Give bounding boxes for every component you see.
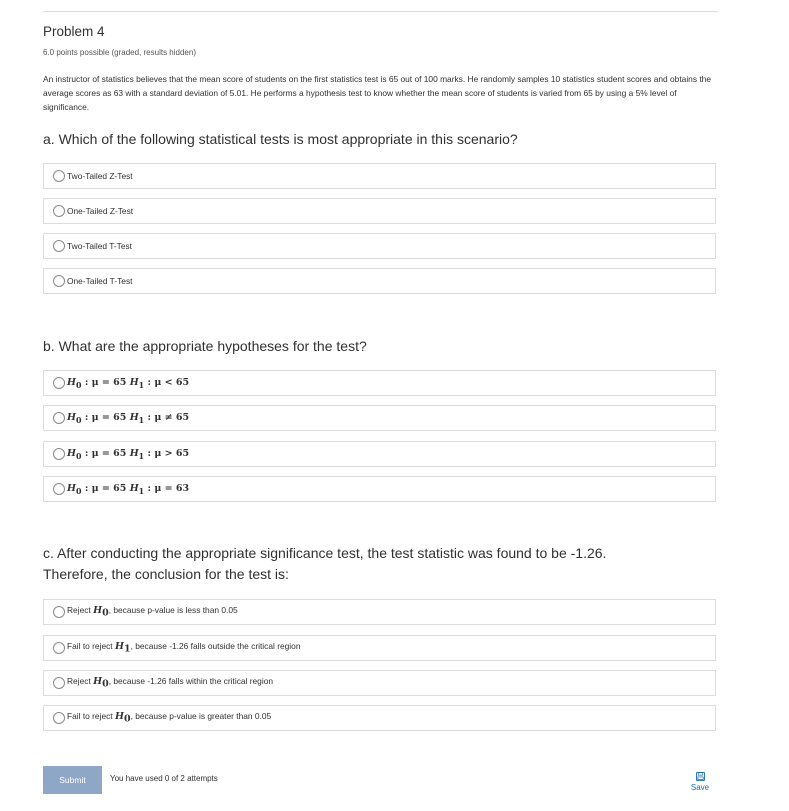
option-a-2[interactable] bbox=[43, 198, 716, 224]
option-a-3[interactable] bbox=[43, 233, 716, 259]
question-c bbox=[43, 543, 606, 585]
radio-button[interactable] bbox=[53, 642, 65, 654]
option-b-3[interactable] bbox=[43, 441, 716, 467]
radio-button[interactable] bbox=[53, 170, 65, 182]
radio-button[interactable] bbox=[53, 205, 65, 217]
option-c-3[interactable] bbox=[43, 670, 716, 696]
question-b: b. What are the appropriate hypotheses for the test? bbox=[43, 338, 367, 354]
save-label: Save bbox=[690, 783, 710, 792]
option-a-1[interactable] bbox=[43, 163, 716, 189]
radio-button[interactable] bbox=[53, 377, 65, 389]
problem-title: Problem 4 bbox=[43, 24, 105, 39]
hypothesis-label: $H_0$ : μ = 65 $H_1$ : μ ≠ 65 bbox=[67, 411, 190, 425]
radio-button[interactable] bbox=[53, 712, 65, 724]
attempts-info: You have used 0 of 2 attempts bbox=[110, 774, 218, 783]
option-label: Fail to reject $H_1$, because -1.26 falls outside the critical region bbox=[67, 641, 301, 655]
problem-prompt: An instructor of statistics believes that the mean score of students on the first statistics test is 65 out of 100 marks. He randomly samples 10 statistics student scores and obtains the average scores as 63 with a standard deviation of 5.01. He performs a hypothesis test to know whether the mean score of students is varied from 65 by using a 5% level of significance. bbox=[43, 74, 711, 112]
points-info: 6.0 points possible (graded, results hidden) bbox=[43, 48, 196, 57]
option-a-4[interactable] bbox=[43, 268, 716, 294]
question-c-line1: c. After conducting the appropriate significance test, the test statistic was found to be -1.26. bbox=[43, 545, 607, 561]
radio-button[interactable] bbox=[53, 677, 65, 689]
top-divider bbox=[43, 11, 718, 12]
option-c-2[interactable] bbox=[43, 635, 716, 661]
option-label: Two-Tailed T-Test bbox=[67, 241, 133, 251]
option-label: Reject $H_0$, because -1.26 falls within the critical region bbox=[67, 676, 274, 690]
option-c-4[interactable] bbox=[43, 705, 716, 731]
save-icon bbox=[696, 772, 705, 781]
radio-button[interactable] bbox=[53, 448, 65, 460]
option-label: One-Tailed Z-Test bbox=[67, 206, 134, 216]
option-label: Fail to reject $H_0$, because p-value is greater than 0.05 bbox=[67, 711, 272, 725]
option-b-2[interactable] bbox=[43, 405, 716, 431]
option-b-4[interactable] bbox=[43, 476, 716, 502]
option-label: Reject $H_0$, because p-value is less than 0.05 bbox=[67, 605, 238, 619]
hypothesis-label: $H_0$ : μ = 65 $H_1$ : μ > 65 bbox=[67, 447, 190, 461]
question-c-line2: Therefore, the conclusion for the test is: bbox=[43, 566, 289, 582]
hypothesis-label: $H_0$ : μ = 65 $H_1$ : μ < 65 bbox=[67, 376, 190, 390]
hypothesis-label: $H_0$ : μ = 65 $H_1$ : μ = 63 bbox=[67, 482, 190, 496]
save-button[interactable] bbox=[686, 772, 714, 792]
option-label: One-Tailed T-Test bbox=[67, 276, 133, 286]
radio-button[interactable] bbox=[53, 240, 65, 252]
radio-button[interactable] bbox=[53, 483, 65, 495]
option-c-1[interactable] bbox=[43, 599, 716, 625]
option-b-1[interactable] bbox=[43, 370, 716, 396]
submit-button[interactable]: Submit bbox=[43, 766, 102, 794]
radio-button[interactable] bbox=[53, 412, 65, 424]
question-a: a. Which of the following statistical tests is most appropriate in this scenario? bbox=[43, 131, 518, 147]
radio-button[interactable] bbox=[53, 606, 65, 618]
radio-button[interactable] bbox=[53, 275, 65, 287]
option-label: Two-Tailed Z-Test bbox=[67, 171, 133, 181]
